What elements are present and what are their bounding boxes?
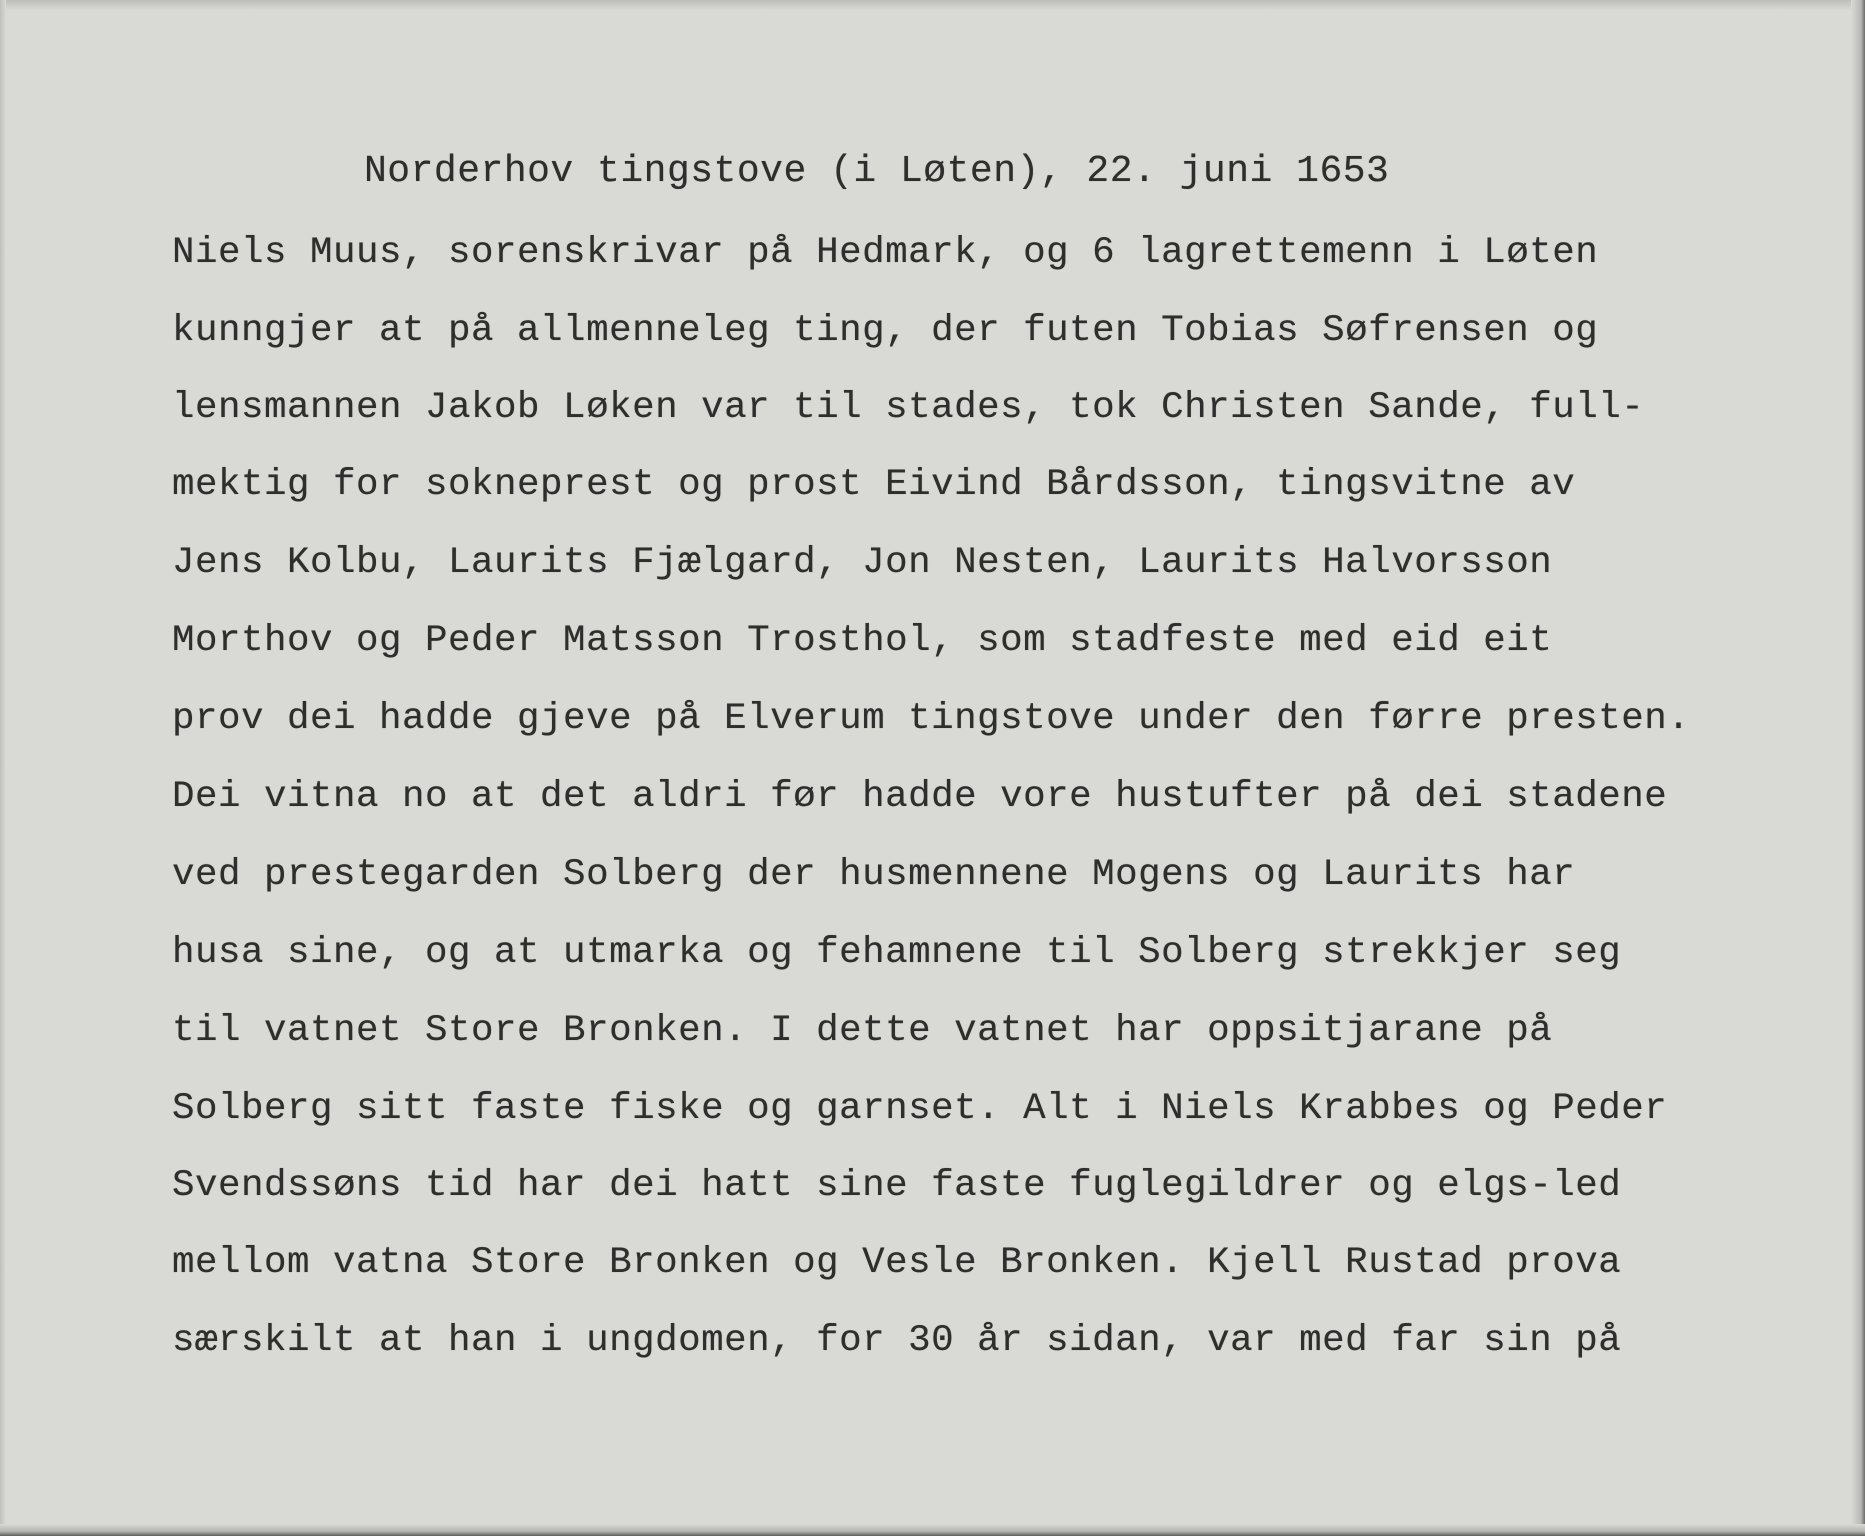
text-line-14: mellom vatna Store Bronken og Vesle Bronken. Kjell Rustad prova bbox=[172, 1242, 1622, 1284]
text-line-7: prov dei hadde gjeve på Elverum tingstove under den førre presten. bbox=[172, 698, 1691, 740]
text-line-13: Svendssøns tid har dei hatt sine faste fuglegildrer og elgs-led bbox=[172, 1165, 1622, 1207]
text-line-11: til vatnet Store Bronken. I dette vatnet har oppsitjarane på bbox=[172, 1010, 1553, 1052]
page-edge-right bbox=[1851, 0, 1865, 1536]
text-line-12: Solberg sitt faste fiske og garnset. Alt i Niels Krabbes og Peder bbox=[172, 1088, 1668, 1130]
text-line-6: Morthov og Peder Matsson Trosthol, som stadfeste med eid eit bbox=[172, 620, 1553, 662]
text-line-15: særskilt at han i ungdomen, for 30 år sidan, var med far sin på bbox=[172, 1320, 1622, 1362]
document-heading: Norderhov tingstove (i Løten), 22. juni 1653 bbox=[364, 150, 1390, 193]
text-line-8: Dei vitna no at det aldri før hadde vore hustufter på dei stadene bbox=[172, 776, 1668, 818]
text-line-1: Niels Muus, sorenskrivar på Hedmark, og 6 lagrettemenn i Løten bbox=[172, 232, 1599, 274]
text-line-3: lensmannen Jakob Løken var til stades, tok Christen Sande, full- bbox=[172, 387, 1645, 429]
page-edge-top bbox=[0, 0, 1865, 10]
text-line-2: kunngjer at på allmenneleg ting, der futen Tobias Søfrensen og bbox=[172, 310, 1599, 352]
page-edge-bottom bbox=[0, 1524, 1865, 1536]
text-line-4: mektig for sokneprest og prost Eivind Bårdsson, tingsvitne av bbox=[172, 464, 1576, 506]
text-line-5: Jens Kolbu, Laurits Fjælgard, Jon Nesten, Laurits Halvorsson bbox=[172, 542, 1553, 584]
text-line-10: husa sine, og at utmarka og fehamnene til Solberg strekkjer seg bbox=[172, 932, 1622, 974]
page-edge-left bbox=[0, 0, 6, 1536]
text-line-9: ved prestegarden Solberg der husmennene Mogens og Laurits har bbox=[172, 854, 1576, 896]
